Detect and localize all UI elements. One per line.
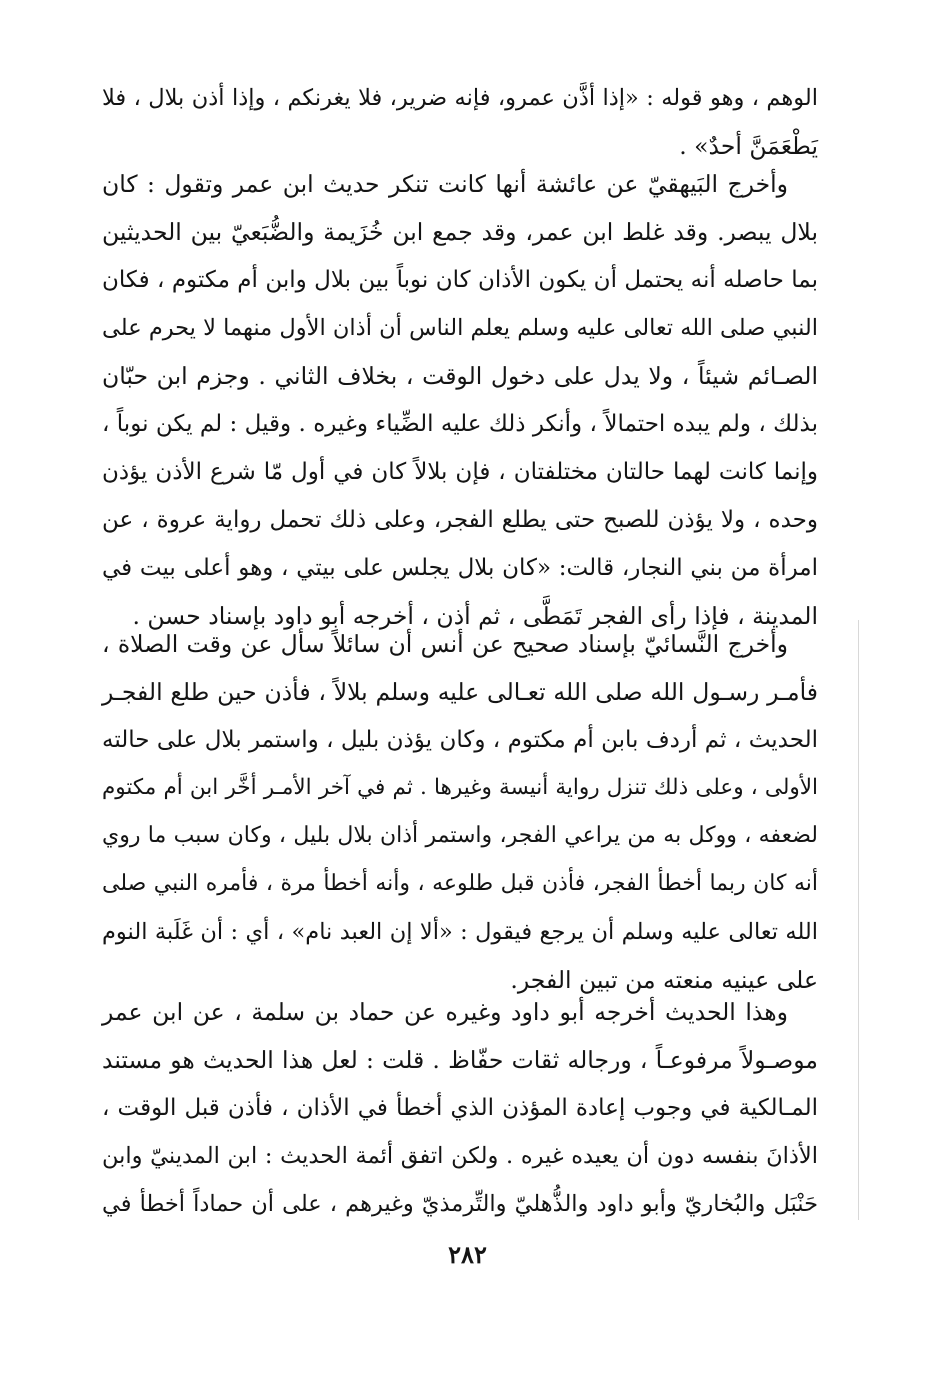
text-line: بلال يبصر. وقد غلط ابن عمر، وقد جمع ابن خُزَيمة والضُّبَعيّ بين الحديثين bbox=[102, 218, 818, 246]
paragraph-1 bbox=[102, 74, 818, 170]
page-number: ٢٨٢ bbox=[448, 1240, 487, 1269]
text-line: يَطْعَمَنَّ أحدٌ» . bbox=[679, 132, 818, 160]
text-line: المدينة ، فإذا رأى الفجر تَمَطَّى ، ثم أذن ، أخرجه أبو داود بإسناد حسن . bbox=[132, 602, 818, 630]
text-line: وإنما كانت لهما حالتان مختلفتان ، فإن بلالاً كان في أول مّا شرع الأذن يؤذن bbox=[102, 459, 818, 485]
page-edge-line bbox=[858, 620, 859, 1220]
text-line: وأخرج النَّسائيّ بإسناد صحيح عن أنس أن سائلاً سأل عن وقت الصلاة ، bbox=[102, 630, 788, 658]
text-line: موصـولاً مرفوعـاً ، ورجاله ثقات حفّاظ . قلت : لعل هذا الحديث هو مستند bbox=[102, 1046, 818, 1074]
text-line: وأخرج البَيهقيّ عن عائشة أنها كانت تنكر حديث ابن عمر وتقول : كان bbox=[102, 170, 788, 198]
text-line: الوهم ، وهو قوله : «إذا أذَّن عمرو، فإنه ضرير، فلا يغرنكم ، وإذا أذن بلال ، فلا bbox=[102, 85, 818, 111]
text-line: لضعفه ، ووكل به من يراعي الفجر، واستمر أذان بلال بليل ، وكان سبب ما روي bbox=[102, 823, 818, 848]
paragraph-2 bbox=[102, 160, 818, 640]
text-line: الأولى ، وعلى ذلك تنزل رواية أنيسة وغيرها . ثم في آخر الأمـر أخَّر ابن أم مكتوم bbox=[102, 775, 818, 800]
text-line: وحده ، ولا يؤذن للصبح حتى يطلع الفجر، وعلى ذلك تحمل رواية عروة ، عن bbox=[102, 507, 818, 533]
text-line: فأمـر رسـول الله صلى الله تعـالى عليه وسلم بلالاً ، فأذن حين طلع الفجـر bbox=[102, 678, 818, 706]
text-line: الصـائم شيئاً ، ولا يدل على دخول الوقت ، بخلاف الثاني . وجزم ابن حبّان bbox=[102, 362, 818, 390]
text-line: النبي صلى الله تعالى عليه وسلم يعلم الناس أن أذان الأول منهما لا يحرم على bbox=[102, 315, 818, 341]
text-line: المـالكية في وجوب إعادة المؤذن الذي أخطأ في الأذان ، فأذن قبل الوقت ، bbox=[102, 1095, 818, 1121]
text-line: الأذانَ بنفسه دون أن يعيده غيره . ولكن اتفق أئمة الحديث : ابن المدينيّ وابن bbox=[102, 1143, 818, 1169]
text-line: الله تعالى عليه وسلم أن يرجع فيقول : «ألا إن العبد نام» ، أي : أن غَلَبة النوم bbox=[102, 919, 818, 945]
text-line: الحديث ، ثم أردف بابن أم مكتوم ، وكان يؤذن بليل ، واستمر بلال على حالته bbox=[102, 727, 818, 753]
text-line: أنه كان ربما أخطأ الفجر، فأذن قبل طلوعه ، وأنه أخطأ مرة ، فأمره النبي صلى bbox=[102, 871, 818, 896]
text-line: بذلك ، ولم يبده احتمالاً ، وأنكر ذلك عليه الضِّياء وغيره . وقيل : لم يكن نوباً ، bbox=[102, 411, 818, 437]
paragraph-3 bbox=[102, 620, 818, 1004]
text-line: وهذا الحديث أخرجه أبو داود وغيره عن حماد بن سلمة ، عن ابن عمر bbox=[102, 998, 788, 1026]
text-line: امرأة من بني النجار، قالت: «كان بلال يجلس على بيتي ، وهو أعلى بيت في bbox=[102, 555, 818, 581]
paragraph-4 bbox=[102, 988, 818, 1228]
text-line: بما حاصله أنه يحتمل أن يكون الأذان كان نوباً بين بلال وابن أم مكتوم ، فكان bbox=[102, 267, 818, 293]
text-line: حَنْبَل والبُخاريّ وأبو داود والذُّهليّ والتِّرمذيّ وغيرهم ، على أن حماداً أخطأ في bbox=[102, 1191, 818, 1217]
text-line: على عينيه منعته من تبين الفجر. bbox=[510, 966, 818, 994]
